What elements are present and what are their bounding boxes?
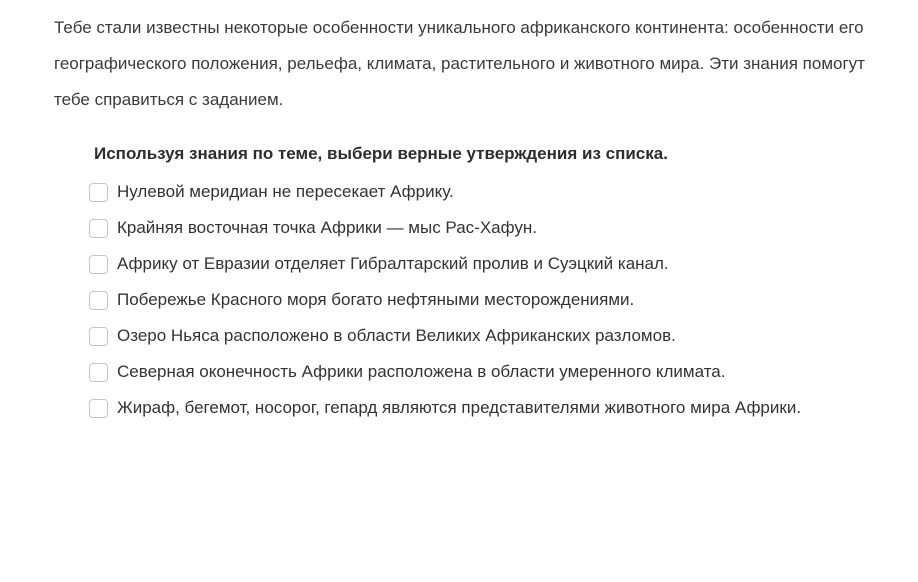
answer-checkbox[interactable] [89, 327, 108, 346]
question-prompt: Используя знания по теме, выбери верные утверждения из списка. [94, 144, 668, 163]
answer-checkbox[interactable] [89, 183, 108, 202]
answer-option-label: Африку от Евразии отделяет Гибралтарский пролив и Суэцкий канал. [117, 254, 669, 273]
answer-checkbox[interactable] [89, 363, 108, 382]
intro-text: Тебе стали известны некоторые особенности уникального африканского континента: особенности его географического положения, рельефа, климата, растительного и животного мира. Эти знания помогут тебе справиться с заданием. [54, 18, 865, 109]
answer-option-label: Озеро Ньяса расположено в области Великих Африканских разломов. [117, 326, 676, 345]
answer-option[interactable] [89, 318, 801, 354]
answer-option-label: Крайняя восточная точка Африки — мыс Рас-Хафун. [117, 218, 538, 237]
answer-option-label: Северная оконечность Африки расположена в области умеренного климата. [117, 362, 726, 381]
answer-checkbox[interactable] [89, 219, 108, 238]
answer-option[interactable] [89, 210, 801, 246]
answer-option[interactable] [89, 354, 801, 390]
answer-checkbox[interactable] [89, 291, 108, 310]
answer-option-label: Побережье Красного моря богато нефтяными месторождениями. [117, 290, 635, 309]
answer-option[interactable] [89, 282, 801, 318]
answer-option-label: Нулевой меридиан не пересекает Африку. [117, 182, 454, 201]
answer-option[interactable] [89, 174, 801, 210]
answer-option[interactable] [89, 246, 801, 282]
answer-option[interactable] [89, 390, 801, 426]
answer-checkbox[interactable] [89, 255, 108, 274]
answer-options-list [89, 174, 801, 426]
answer-option-label: Жираф, бегемот, носорог, гепард являются представителями животного мира Африки. [117, 398, 802, 417]
answer-checkbox[interactable] [89, 399, 108, 418]
